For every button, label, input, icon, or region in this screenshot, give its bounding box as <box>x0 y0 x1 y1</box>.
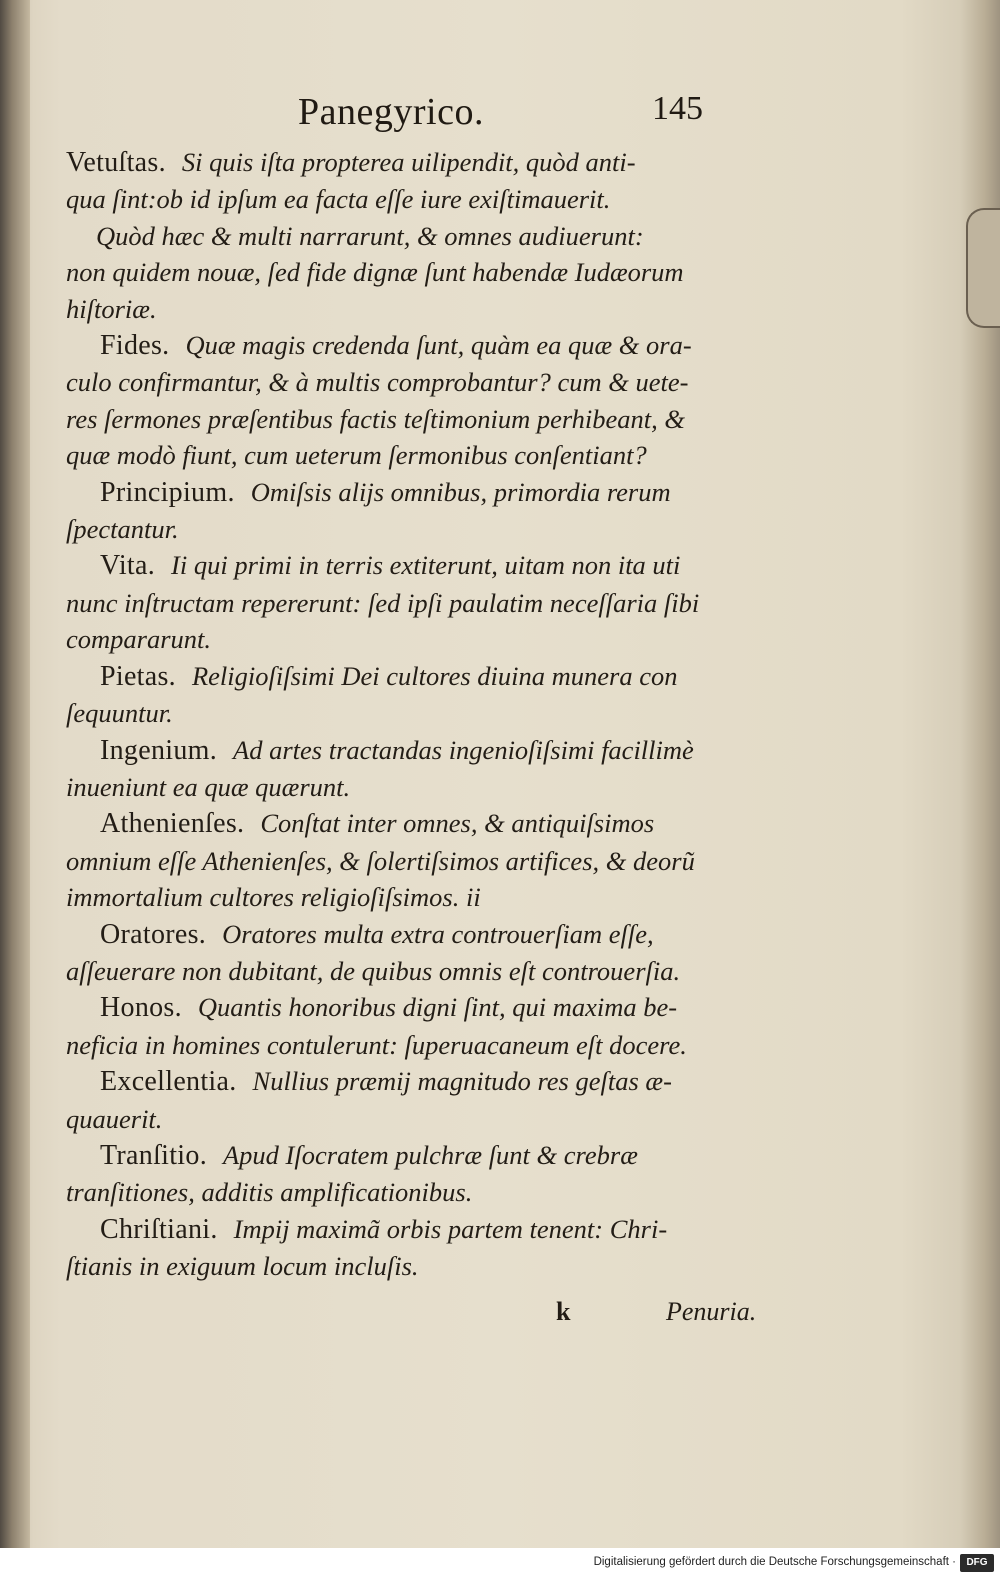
entry-text: Ii qui primi in terris extiterunt, uitam non ita uti <box>171 550 681 581</box>
entry-text: inueniunt ea quæ quærunt. <box>66 771 351 802</box>
text-line <box>66 621 786 657</box>
text-line <box>66 181 786 217</box>
entry-keyword: Ingenium. <box>100 734 218 766</box>
text-line <box>66 989 786 1026</box>
entry-text: quauerit. <box>66 1103 163 1134</box>
entry-keyword: Principium. <box>100 476 235 508</box>
entry-text: ſpectantur. <box>66 514 179 545</box>
page-edge-tab <box>966 208 1000 328</box>
text-line <box>66 1027 786 1063</box>
entry-keyword: Fides. <box>100 330 170 362</box>
dfg-logo: DFG <box>960 1554 994 1572</box>
text-line <box>66 364 786 400</box>
text-line <box>66 474 786 511</box>
entry-keyword: Chriſtiani. <box>100 1213 218 1245</box>
entry-text: ſequuntur. <box>66 698 173 729</box>
entry-text: immortalium cultores religioſiſsimos. ii <box>66 882 481 913</box>
entry-keyword: Athenienſes. <box>100 808 245 840</box>
running-title: Panegyrico. <box>298 91 484 133</box>
previous-page-edge <box>0 0 30 1548</box>
entry-keyword: Vetuſtas. <box>66 147 166 178</box>
entry-text: compararunt. <box>66 624 212 655</box>
entry-keyword: Honos. <box>100 992 182 1024</box>
signature-mark: k <box>556 1296 571 1326</box>
page-number: 145 <box>652 90 703 127</box>
entry-text: non quidem nouæ, ſed fide dignæ ſunt habendæ Iudæorum <box>66 257 684 288</box>
entry-text: culo confirmantur, & à multis comprobantur? cum & uete- <box>66 367 689 398</box>
entry-text: Quæ magis credenda ſunt, quàm ea quæ & ora- <box>185 330 692 361</box>
entry-text: res ſermones præſentibus factis teſtimonium perhibeant, & <box>66 403 686 434</box>
entry-text: quæ modò fiunt, cum ueterum ſermonibus conſentiant? <box>66 440 647 471</box>
entry-keyword: Excellentia. <box>100 1066 237 1098</box>
entry-text: nunc inſtructam repererunt: ſed ipſi paulatim neceſſaria ſibi <box>66 587 700 618</box>
text-line <box>66 1211 786 1248</box>
text-line <box>66 695 786 731</box>
text-line <box>66 1174 786 1210</box>
text-line <box>66 144 786 181</box>
text-line <box>66 401 786 437</box>
entry-text: qua ſint:ob id ipſum ea facta eſſe iure exiſtimauerit. <box>66 184 611 215</box>
text-line <box>66 1101 786 1137</box>
text-line <box>66 511 786 547</box>
page-footer <box>66 1297 786 1337</box>
text-line <box>66 658 786 695</box>
entry-text: Quantis honoribus digni ſint, qui maxima be- <box>197 992 678 1023</box>
entry-keyword: Vita. <box>100 550 156 582</box>
text-line <box>66 291 786 327</box>
entry-text: Nullius præmij magnitudo res geſtas æ- <box>252 1066 672 1097</box>
entry-text: aſſeuerare non dubitant, de quibus omnis eſt controuerſia. <box>66 955 681 986</box>
text-line <box>66 879 786 915</box>
text-line <box>66 843 786 879</box>
text-line <box>66 953 786 989</box>
text-line <box>66 437 786 473</box>
entry-text: ſtianis in exiguum locum incluſis. <box>66 1251 419 1282</box>
entry-keyword: Pietas. <box>100 660 176 692</box>
entry-text: hiſtoriæ. <box>66 293 157 324</box>
text-line <box>66 547 786 584</box>
text-line <box>66 732 786 769</box>
text-line <box>66 218 786 254</box>
running-head <box>66 86 786 142</box>
entry-keyword: Tranſitio. <box>100 1139 207 1171</box>
text-line <box>66 769 786 805</box>
entry-text: Omiſsis alijs omnibus, primordia rerum <box>250 476 671 507</box>
entry-text: Conſtat inter omnes, & antiquiſsimos <box>260 808 655 839</box>
entry-text: Oratores multa extra controuerſiam eſſe, <box>222 918 654 949</box>
entry-text: Apud Iſocratem pulchræ ſunt & crebræ <box>223 1139 638 1170</box>
text-line <box>66 916 786 953</box>
text-line <box>66 1063 786 1100</box>
entry-text: tranſitiones, additis amplificationibus. <box>66 1177 473 1208</box>
entry-keyword: Oratores. <box>100 918 207 950</box>
entry-text: Impij maximã orbis partem tenent: Chri- <box>233 1213 668 1244</box>
entry-text: Quòd hæc & multi narrarunt, & omnes audiuerunt: <box>96 220 644 251</box>
book-page <box>66 86 786 1337</box>
entry-text: Ad artes tractandas ingenioſiſsimi facillimè <box>233 734 694 765</box>
text-line <box>66 585 786 621</box>
text-line <box>66 805 786 842</box>
credit-bar <box>0 1548 1000 1581</box>
entry-text: omnium eſſe Athenienſes, & ſolertiſsimos artifices, & deorũ <box>66 845 695 876</box>
entry-text: Si quis iſta propterea uilipendit, quòd anti- <box>181 147 636 177</box>
digitization-credit: Digitalisierung gefördert durch die Deutsche Forschungsgemeinschaft · <box>593 1556 956 1568</box>
text-line <box>66 1137 786 1174</box>
entry-text: neficia in homines contulerunt: ſuperuacaneum eſt docere. <box>66 1029 687 1060</box>
text-block <box>66 144 786 1285</box>
text-line <box>66 1248 786 1284</box>
text-line <box>66 327 786 364</box>
catchword: Penuria. <box>666 1296 757 1326</box>
text-line <box>66 254 786 290</box>
entry-text: Religioſiſsimi Dei cultores diuina munera con <box>191 660 678 691</box>
